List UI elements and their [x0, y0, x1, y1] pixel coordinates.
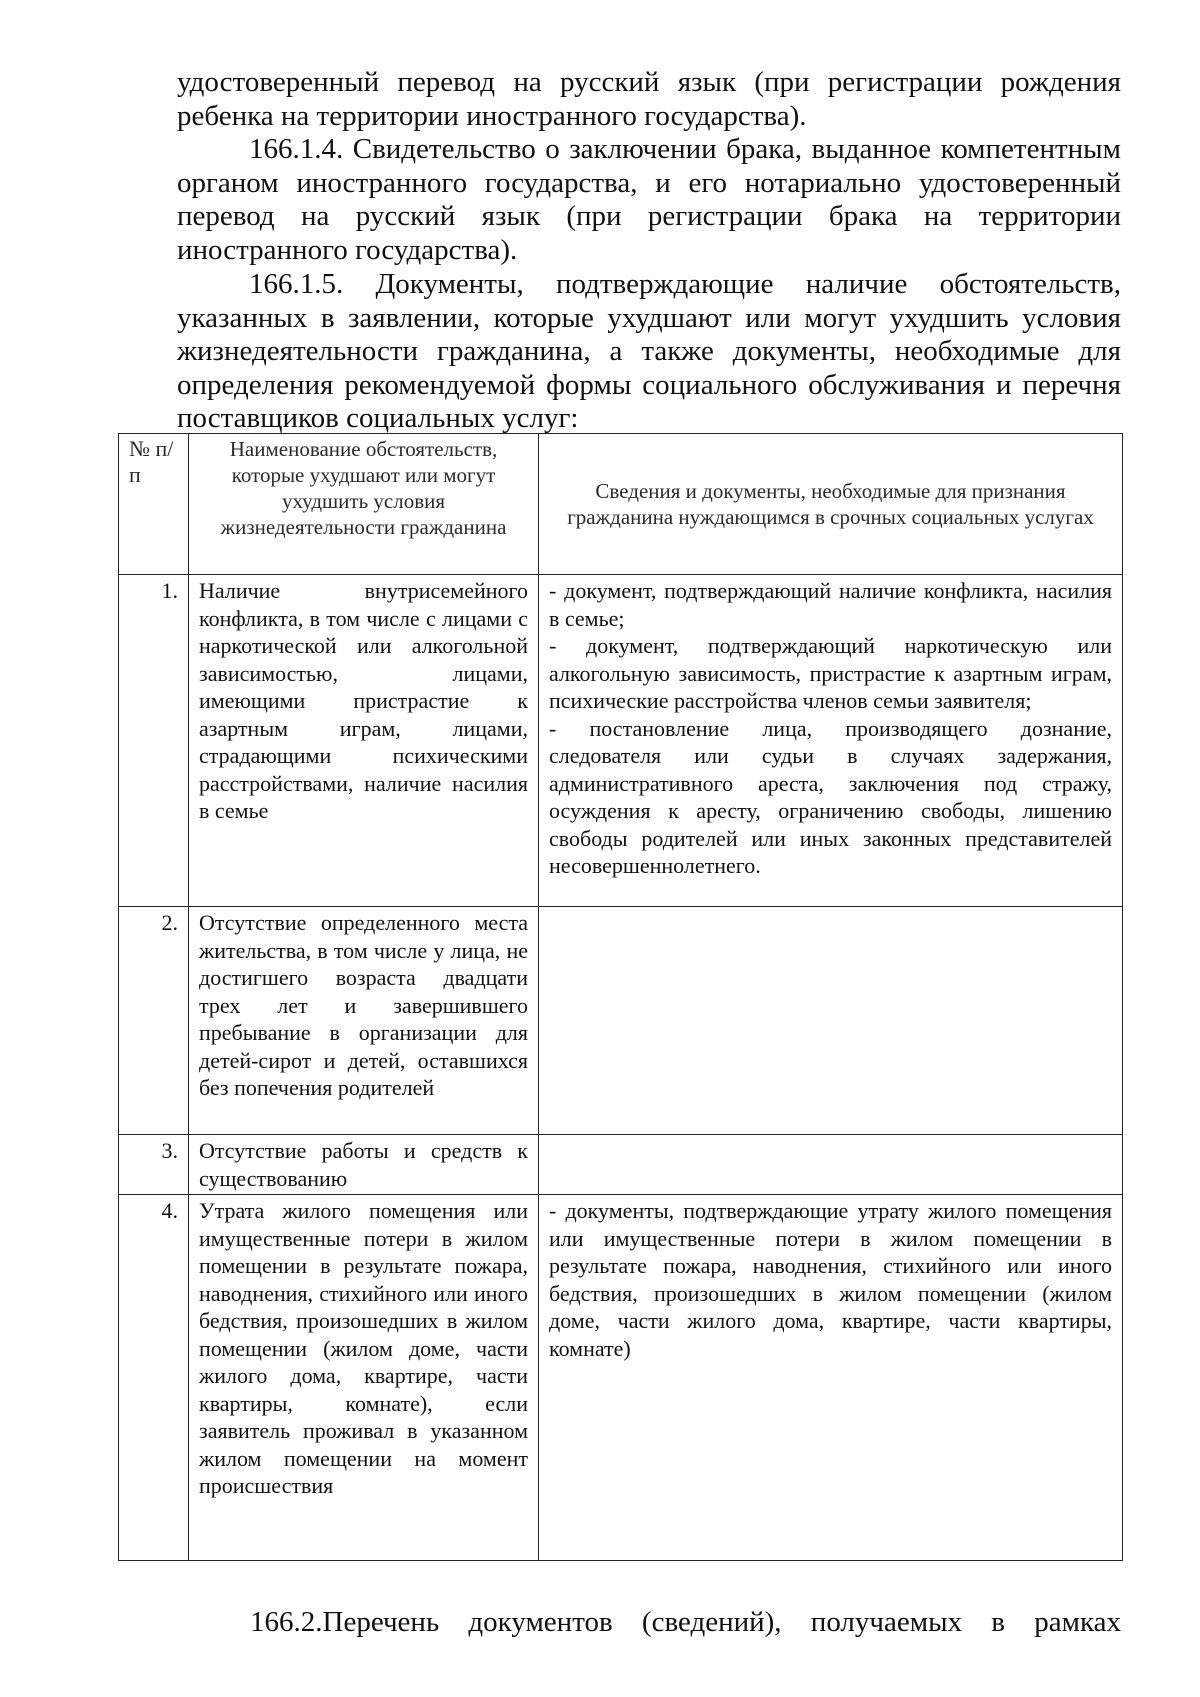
clause-number: 166.1.4. — [249, 133, 344, 165]
row-documents-empty — [539, 1135, 1123, 1195]
row-documents-empty — [539, 907, 1123, 1135]
clause-text: Свидетельство о заключении брака, выданное компетентным органом иностранного государства, и его нотариально удостоверенный перевод на русский язык (при регистрации брака на территории иностранного государства). — [177, 133, 1122, 266]
row-num: 2. — [119, 907, 189, 1135]
row-num: 3. — [119, 1135, 189, 1195]
row-circumstance: Отсутствие определенного места жительства, в том числе у лица, не достигшего возраста двадцати трех лет и завершившего пребывание в организации для детей-сирот и детей, оставшихся без попечения родителей — [189, 907, 539, 1135]
table-row — [119, 1135, 1123, 1195]
row-circumstance: Наличие внутрисемейного конфликта, в том числе с лицами с наркотической или алкогольной зависимостью, лицами, имеющими пристрастие к азартным играм, лицами, страдающими психическими расстройствами, наличие насилия в семье — [189, 575, 539, 907]
table-header-row — [119, 434, 1123, 575]
row-circumstance: Отсутствие работы и средств к существованию — [189, 1135, 539, 1195]
paragraph-continuation: удостоверенный перевод на русский язык (при регистрации рождения ребенка на территории иностранного государства). — [177, 66, 1121, 132]
document-item: - документ, подтверждающий наличие конфликта, насилия в семье; — [549, 578, 1112, 631]
circumstances-table — [118, 433, 1123, 1561]
clause-text: Документы, подтверждающие наличие обстоятельств, указанных в заявлении, которые ухудшают или могут ухудшить условия жизнедеятельности гражданина, а также документы, необходимые для определения рекомендуемой формы социального обслуживания и перечня поставщиков социальных услуг: — [177, 268, 1121, 434]
table-row — [119, 907, 1123, 1135]
row-documents — [539, 1195, 1123, 1561]
header-documents: Сведения и документы, необходимые для признания гражданина нуждающимся в срочных социальных услугах — [539, 434, 1123, 575]
row-num: 4. — [119, 1195, 189, 1561]
row-documents — [539, 575, 1123, 907]
paragraph-166-2: 166.2.Перечень документов (сведений), получаемых в рамках — [250, 1606, 1121, 1638]
table-row — [119, 575, 1123, 907]
clause-number: 166.1.5. — [249, 268, 344, 300]
document-item: - документы, подтверждающие утрату жилого помещения или имущественные потери в жилом помещении в результате пожара, наводнения, стихийного или иного бедствия, произошедших в жилом помещении (жилом доме, части жилого дома, квартире, части квартиры, комнате) — [549, 1198, 1112, 1361]
table-row — [119, 1195, 1123, 1561]
row-num: 1. — [119, 575, 189, 907]
document-item: - постановление лица, производящего дознание, следователя или судьи в случаях задержания, административного ареста, заключения под стражу, осуждения к аресту, ограничению свободы, лишению свободы родителей или иных законных представителей несовершеннолетнего. — [549, 715, 1112, 878]
paragraph-166-1-4 — [177, 133, 1121, 267]
paragraph-166-1-5 — [177, 268, 1121, 436]
document-item: - документ, подтверждающий наркотическую или алкогольную зависимость, пристрастие к азартным играм, психические расстройства членов семьи заявителя; — [549, 633, 1112, 713]
header-num: № п/п — [119, 434, 189, 575]
header-circumstances: Наименование обстоятельств, которые ухудшают или могут ухудшить условия жизнедеятельности гражданина — [189, 434, 539, 575]
row-circumstance: Утрата жилого помещения или имущественные потери в жилом помещении в результате пожара, наводнения, стихийного или иного бедствия, произошедших в жилом помещении (жилом доме, части жилого дома, квартире, части квартиры, комнате), если заявитель проживал в указанном жилом помещении на момент происшествия — [189, 1195, 539, 1561]
